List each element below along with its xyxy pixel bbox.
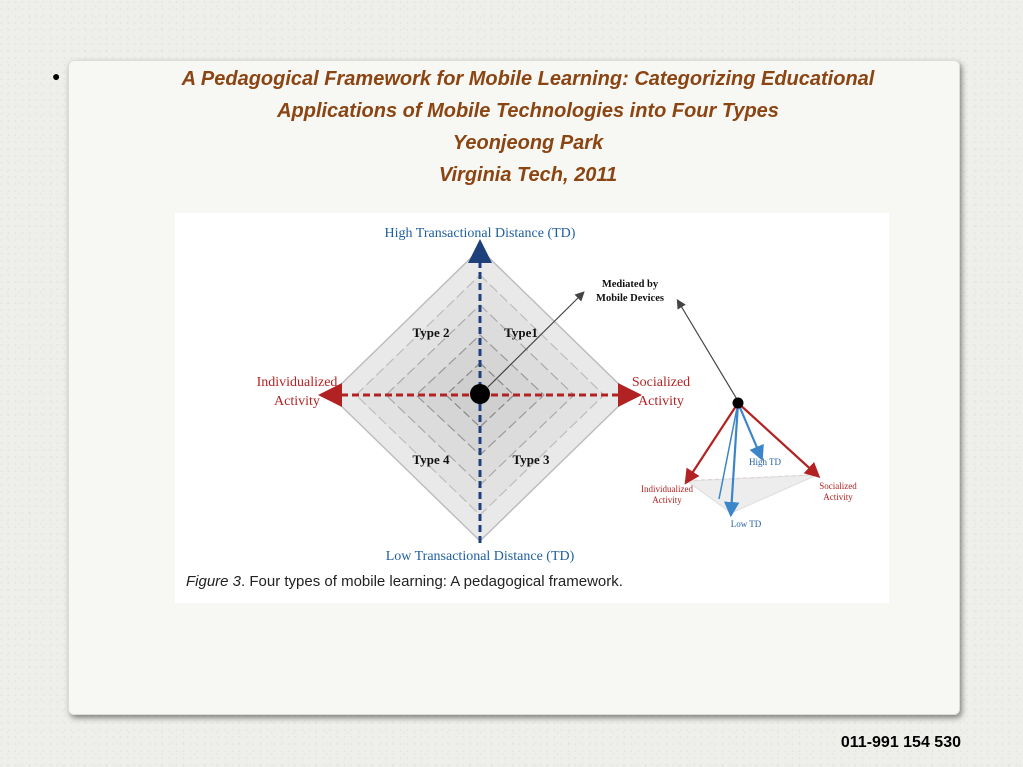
socialized-label-line2: Activity bbox=[638, 394, 684, 409]
framework-diagram bbox=[175, 213, 889, 603]
bullet-icon: ● bbox=[52, 68, 61, 84]
pyramid-socialized-line2: Activity bbox=[823, 492, 853, 502]
low-td-label: Low Transactional Distance (TD) bbox=[385, 549, 575, 564]
type-2-label: Type 2 bbox=[412, 325, 450, 340]
high-td-label: High Transactional Distance (TD) bbox=[384, 226, 576, 241]
figure-caption bbox=[186, 573, 623, 590]
pyramid-low-td-label: Low TD bbox=[730, 519, 762, 529]
pyramid-high-td-label: High TD bbox=[748, 457, 782, 467]
pyramid-diagram bbox=[687, 398, 817, 514]
title-line-2: Applications of Mobile Technologies into Four Types bbox=[277, 100, 779, 122]
center-dot bbox=[470, 384, 490, 404]
type-3-label: Type 3 bbox=[512, 452, 550, 467]
caption-text: . Four types of mobile learning: A pedagogical framework. bbox=[241, 573, 623, 590]
individualized-label-line1: Individualized bbox=[256, 375, 338, 390]
caption-figure-label: Figure 3 bbox=[186, 573, 242, 590]
individualized-label-line2: Activity bbox=[274, 394, 320, 409]
pyramid-individualized-line2: Activity bbox=[652, 495, 682, 505]
type-4-label: Type 4 bbox=[412, 452, 450, 467]
pyramid-apex-dot bbox=[733, 398, 744, 409]
pyramid-socialized-line1: Socialized bbox=[819, 481, 857, 491]
mediated-label-line2: Mobile Devices bbox=[596, 293, 664, 304]
socialized-label-line1: Socialized bbox=[631, 375, 691, 390]
author-name: Yeonjeong Park bbox=[452, 132, 604, 154]
framework-figure bbox=[175, 213, 889, 603]
title-line-1: A Pedagogical Framework for Mobile Learning: Categorizing Educational bbox=[181, 68, 875, 90]
footer-phone-number: 011-991 154 530 bbox=[840, 734, 961, 751]
affiliation-year: Virginia Tech, 2011 bbox=[438, 164, 618, 186]
slide-title bbox=[48, 63, 1008, 191]
type-1-label: Type1 bbox=[504, 325, 538, 340]
mediated-label-line1: Mediated by bbox=[601, 279, 659, 290]
pyramid-individualized-line1: Individualized bbox=[641, 484, 693, 494]
